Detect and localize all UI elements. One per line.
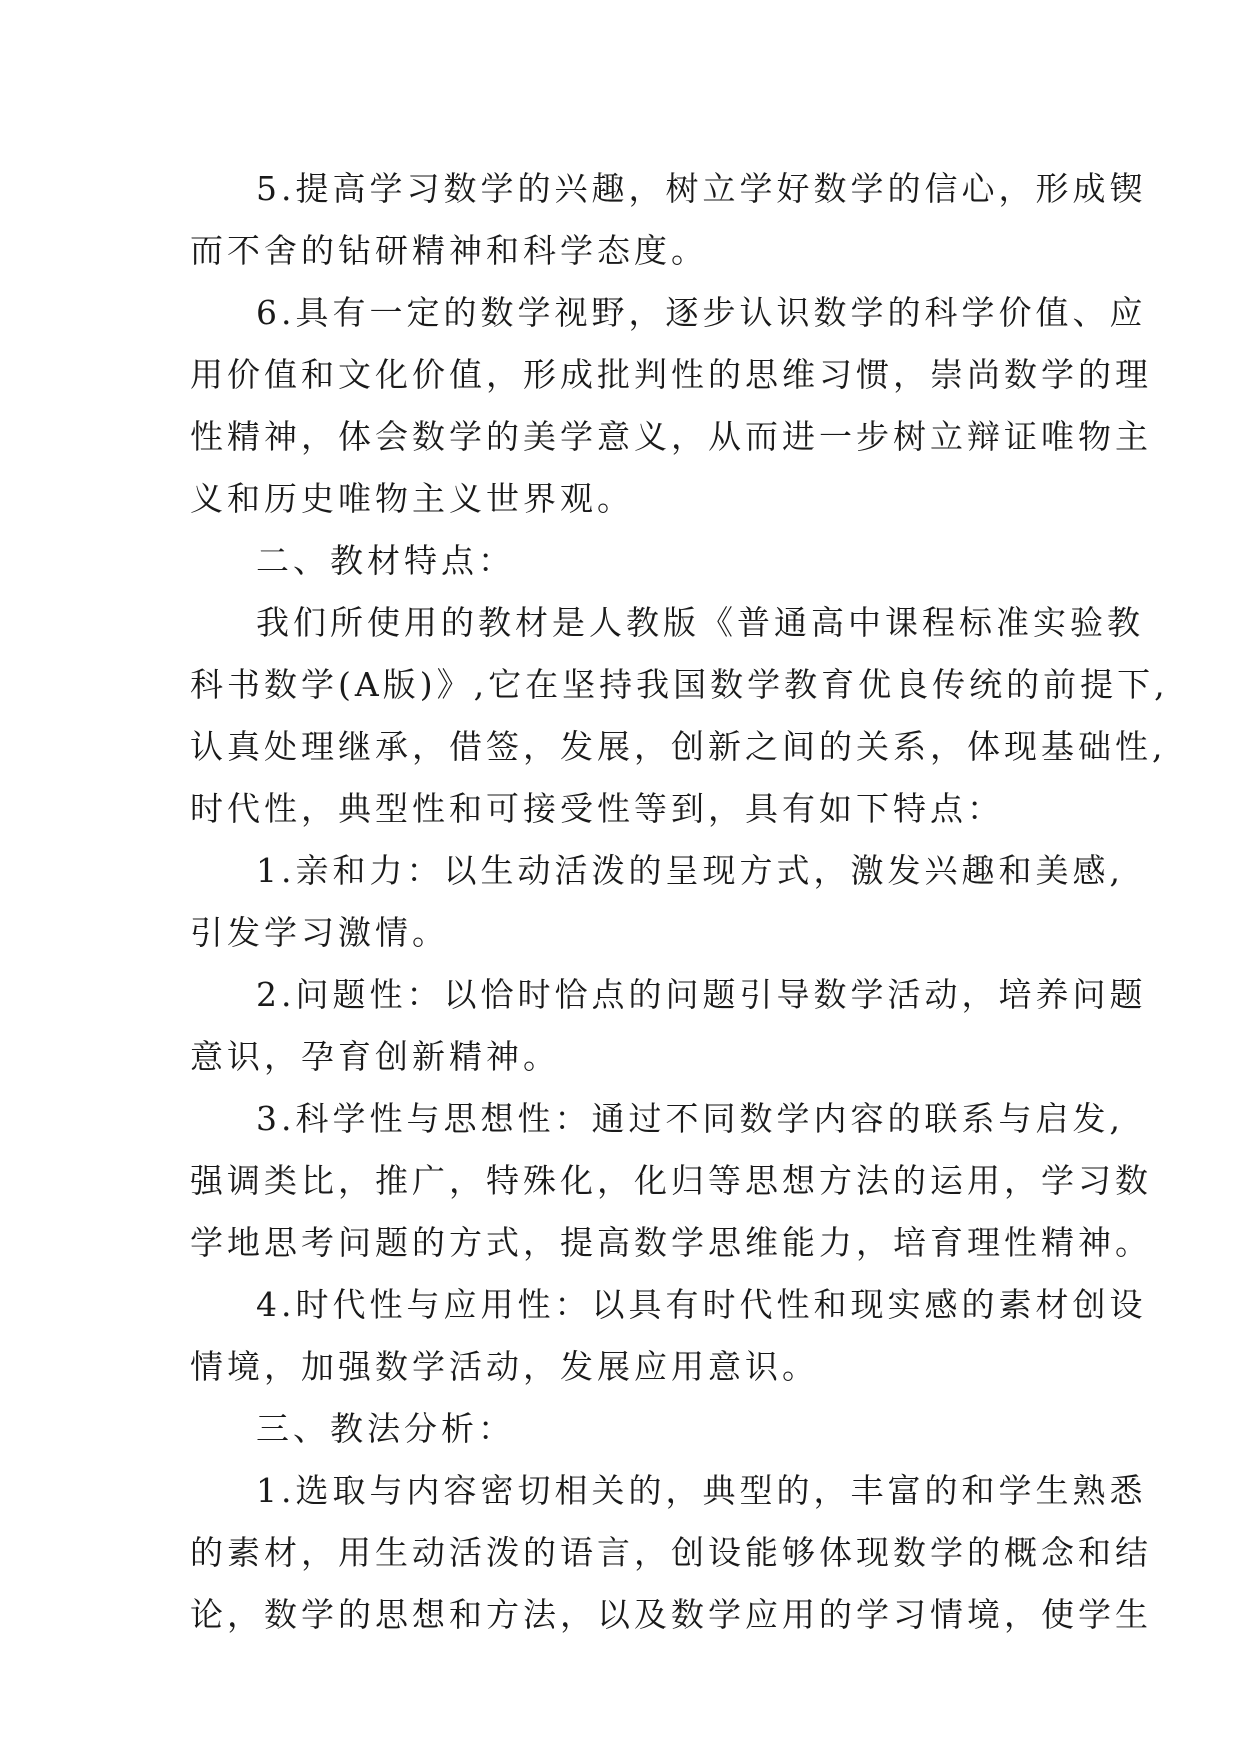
text-line: 用价值和文化价值，形成批判性的思维习惯，崇尚数学的理: [190, 355, 1152, 394]
text-line: 3.科学性与思想性：通过不同数学内容的联系与启发,: [256, 1099, 1124, 1138]
text-line: 性精神，体会数学的美学意义，从而进一步树立辩证唯物主: [190, 417, 1152, 456]
text-line: 的素材，用生动活泼的语言，创设能够体现数学的概念和结: [190, 1533, 1152, 1572]
text-line: 情境，加强数学活动，发展应用意识。: [190, 1347, 819, 1386]
text-line: 5.提高学习数学的兴趣，树立学好数学的信心，形成锲: [256, 169, 1147, 208]
section-heading: 三、教法分析：: [256, 1409, 515, 1448]
text-line: 4.时代性与应用性：以具有时代性和现实感的素材创设: [256, 1285, 1147, 1324]
text-line: 论，数学的思想和方法，以及数学应用的学习情境，使学生: [190, 1595, 1152, 1634]
text-line: 时代性，典型性和可接受性等到，具有如下特点：: [190, 789, 1004, 828]
text-line: 引发学习激情。: [190, 913, 449, 952]
text-line: 我们所使用的教材是人教版《普通高中课程标准实验教: [256, 603, 1144, 642]
text-line: 1.选取与内容密切相关的，典型的，丰富的和学生熟悉: [256, 1471, 1147, 1510]
text-line: 学地思考问题的方式，提高数学思维能力，培育理性精神。: [190, 1223, 1152, 1262]
text-line: 2.问题性：以恰时恰点的问题引导数学活动，培养问题: [256, 975, 1147, 1014]
text-line: 1.亲和力：以生动活泼的呈现方式，激发兴趣和美感,: [256, 851, 1124, 890]
text-line: 意识，孕育创新精神。: [190, 1037, 560, 1076]
text-line: 强调类比，推广，特殊化，化归等思想方法的运用，学习数: [190, 1161, 1152, 1200]
document-body: [190, 158, 1169, 1646]
text-line: 科书数学(A版)》,它在坚持我国数学教育优良传统的前提下,: [190, 665, 1169, 704]
text-line: 6.具有一定的数学视野，逐步认识数学的科学价值、应: [256, 293, 1147, 332]
section-heading: 二、教材特点：: [256, 541, 515, 580]
text-line: 认真处理继承，借签，发展，创新之间的关系，体现基础性,: [190, 727, 1167, 766]
text-line: 义和历史唯物主义世界观。: [190, 479, 634, 518]
text-line: 而不舍的钻研精神和科学态度。: [190, 231, 708, 270]
